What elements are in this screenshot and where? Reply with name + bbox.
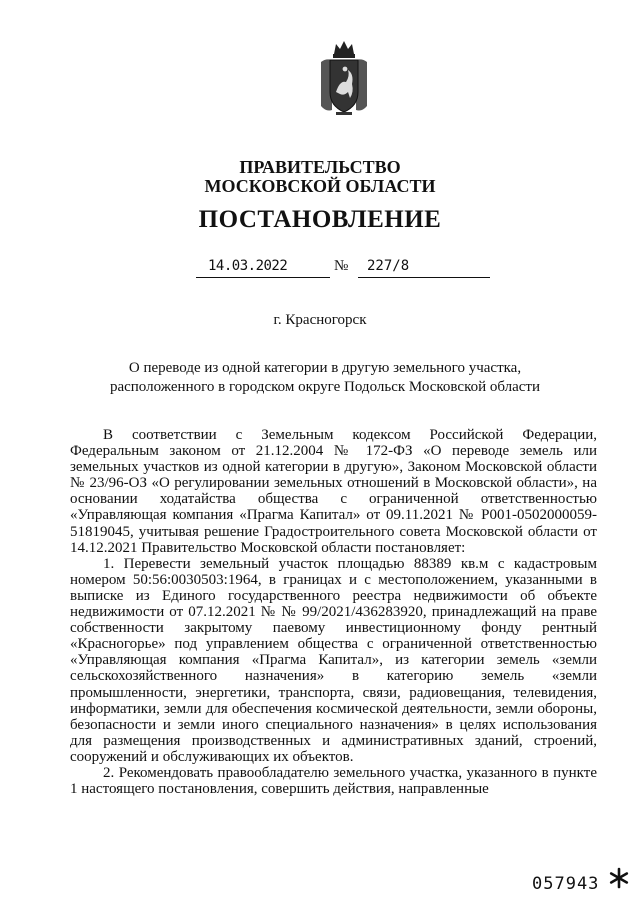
serial-number: 057943 [532, 874, 600, 894]
number-sign: № [334, 258, 349, 274]
coat-of-arms-icon [318, 40, 370, 118]
document-number: 227/8 [367, 258, 410, 274]
issuing-city: г. Красногорск [273, 312, 367, 328]
document-body [70, 427, 597, 797]
body-paragraph-item2: 2. Рекомендовать правообладателю земельного участка, указанного в пункте 1 настоящего постановления, совершить действия, направленные [70, 764, 597, 798]
number-underline [358, 277, 490, 278]
organization-name-line2: МОСКОВСКОЙ ОБЛАСТИ [204, 176, 436, 196]
document-date: 14.03.2022 [208, 258, 288, 274]
subject-line1: О переводе из одной категории в другую земельного участка, [128, 360, 522, 376]
document-type-title: ПОСТАНОВЛЕНИЕ [198, 206, 442, 233]
asterisk-icon [607, 866, 631, 890]
subject-line2: расположенного в городском округе Подольск Московской области [109, 379, 541, 395]
document-subject [90, 359, 560, 397]
body-paragraph-item1: 1. Перевести земельный участок площадью 88389 кв.м с кадастровым номером 50:56:0030503:1964, в границах и с местоположением, указанными в выписке из Единого государственного реестра недвижимости об объекте недвижимости от 07.12.2021 № № 99/2021/436283920, принадлежащий на праве собственности закрытому паевому инвестиционному фонду рентный «Красногорье» под управлением общества с ограниченной ответственностью «Управляющая компания «Прагма Капитал», из категории земель «земли сельскохозяйственного назначения» в категорию земель «земли промышленности, энергетики, транспорта, связи, радиовещания, телевидения, информатики, земли для обеспечения космической деятельности, земли обороны, безопасности и земли иного специального назначения» в целях использования для размещения производственных и административных зданий, строений, сооружений и обслуживающих их объектов. [70, 555, 597, 765]
body-paragraph-preamble: В соответствии с Земельным кодексом Российской Федерации, Федеральным законом от 21.12.2004 № 172-ФЗ «О переводе земель или земельных участков из одной категории в другую», Законом Московской области № 23/96-ОЗ «О регулировании земельных отношений в Московской области», на основании ходатайства общества с ограниченной ответственностью «Управляющая компания «Прагма Капитал» от 09.11.2021 № Р001-0502000059-51819045, учитывая решение Градостроительного совета Московской области от 14.12.2021 Правительство Московской области постановляет: [70, 427, 597, 556]
date-underline [196, 277, 330, 278]
organization-name-line1: ПРАВИТЕЛЬСТВО [239, 157, 401, 177]
